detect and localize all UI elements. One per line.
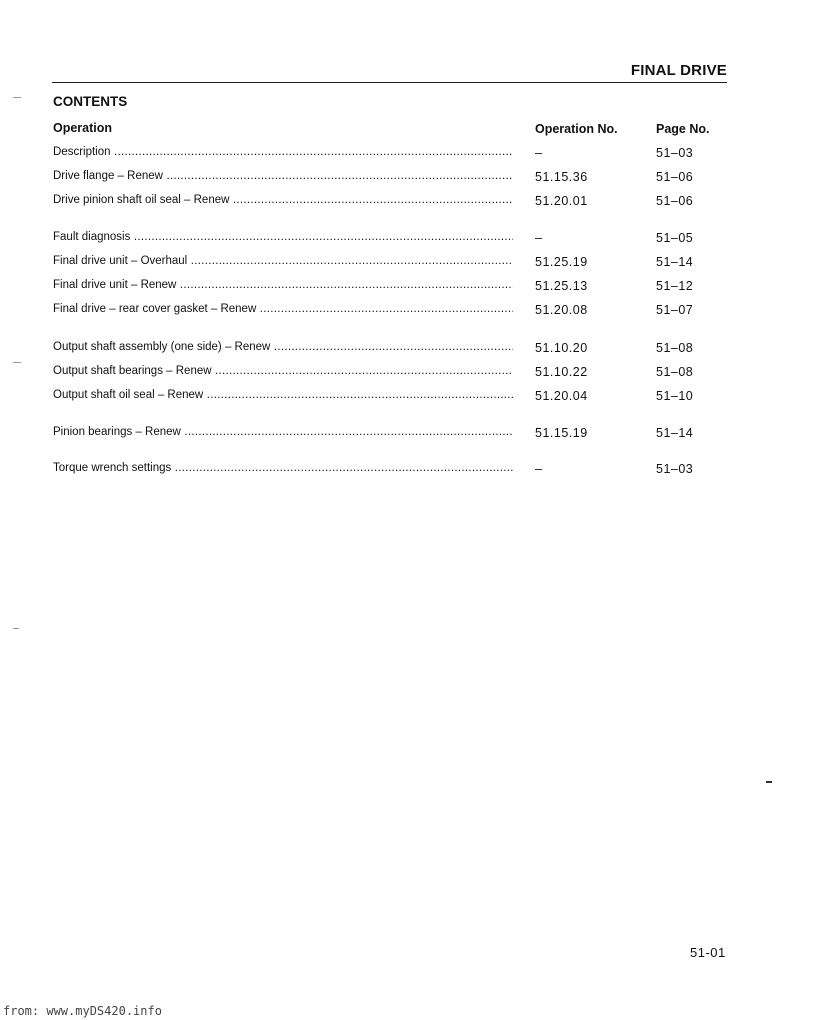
column-header-operation: Operation: [53, 121, 113, 135]
operation-number: 51.10.20: [535, 341, 588, 355]
operation-label: Fault diagnosis .....: [53, 231, 513, 243]
operation-label: Output shaft assembly (one side) – Renew .....: [53, 341, 513, 353]
operation-label: Output shaft oil seal – Renew .....: [53, 389, 513, 401]
page-reference: 51–06: [656, 170, 694, 184]
scan-mark: [13, 628, 19, 629]
page-reference: 51–06: [656, 194, 694, 208]
operation-number: 51.25.13: [535, 279, 588, 293]
page-reference: 51–14: [656, 255, 694, 269]
table-row: [53, 255, 733, 271]
source-note: from: www.myDS420.info: [3, 1004, 162, 1018]
operation-number: 51.20.01: [535, 194, 588, 208]
operation-label: Drive pinion shaft oil seal – Renew .....: [53, 194, 513, 206]
operation-number: –: [535, 146, 543, 160]
column-header-page-no: Page No.: [656, 122, 710, 136]
contents-heading: CONTENTS: [53, 94, 128, 109]
operation-label: Torque wrench settings .....: [53, 462, 513, 474]
page-reference: 51–03: [656, 146, 694, 160]
table-row: [53, 303, 733, 319]
header-rule: [52, 82, 727, 83]
page-reference: 51–03: [656, 462, 694, 476]
table-row: [53, 170, 733, 186]
operation-label: Final drive unit – Overhaul .....: [53, 255, 513, 267]
scan-mark: [13, 97, 21, 98]
column-header-operation-no: Operation No.: [535, 122, 618, 136]
operation-number: 51.20.04: [535, 389, 588, 403]
table-row: [53, 389, 733, 405]
page-reference: 51–07: [656, 303, 694, 317]
section-title: FINAL DRIVE: [630, 62, 727, 79]
table-row: [53, 279, 733, 295]
operation-number: 51.10.22: [535, 365, 588, 379]
operation-number: 51.20.08: [535, 303, 588, 317]
table-row: [53, 426, 733, 442]
page-number: 51-01: [690, 945, 726, 960]
table-row: [53, 462, 733, 478]
table-row: [53, 341, 733, 357]
operation-label: Pinion bearings – Renew .....: [53, 426, 513, 438]
operation-label: Drive flange – Renew .....: [53, 170, 513, 182]
table-row: [53, 146, 733, 162]
operation-label: Output shaft bearings – Renew .....: [53, 365, 513, 377]
scan-mark: [13, 362, 21, 363]
page-reference: 51–08: [656, 365, 694, 379]
operation-label: Final drive – rear cover gasket – Renew .....: [53, 303, 513, 315]
scan-mark: [766, 781, 772, 783]
page-reference: 51–05: [656, 231, 694, 245]
table-row: [53, 365, 733, 381]
operation-number: 51.15.36: [535, 170, 588, 184]
operation-label: Description .....: [53, 146, 513, 158]
operation-number: –: [535, 231, 543, 245]
table-row: [53, 231, 733, 247]
operation-number: 51.25.19: [535, 255, 588, 269]
table-row: [53, 194, 733, 210]
operation-number: –: [535, 462, 543, 476]
page-reference: 51–14: [656, 426, 694, 440]
operation-label: Final drive unit – Renew .....: [53, 279, 513, 291]
page-reference: 51–08: [656, 341, 694, 355]
page-reference: 51–12: [656, 279, 694, 293]
page-reference: 51–10: [656, 389, 694, 403]
operation-number: 51.15.19: [535, 426, 588, 440]
